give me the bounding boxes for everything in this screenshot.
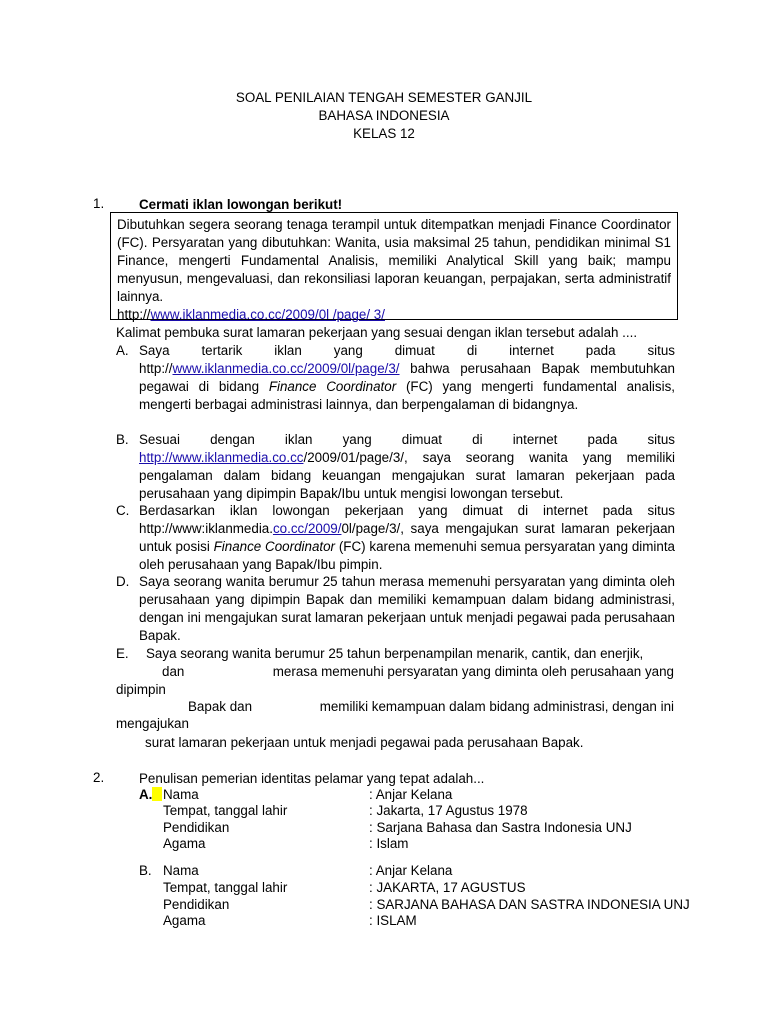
option-c-part1: Berdasarkan iklan lowongan pekerjaan yang dimuat di internet pada situs http://www:iklanmedia. — [139, 503, 675, 536]
job-ad-url-link[interactable]: www.iklanmedia.co.cc/2009/0l /page/ 3/ — [150, 307, 385, 322]
job-ad-box — [110, 212, 678, 320]
q2-a-row-agama — [0, 835, 768, 853]
exam-title: SOAL PENILAIAN TENGAH SEMESTER GANJIL — [235, 90, 533, 105]
q2-b-value-agama: : ISLAM — [369, 913, 417, 928]
option-e-line4a: Bapak dan — [188, 699, 253, 714]
option-b-link[interactable]: http://www.iklanmedia.co.cc — [139, 450, 304, 465]
q2-option-a-label-text: A. — [139, 787, 153, 802]
option-a-link[interactable]: www.iklanmedia.co.cc/2009/0l/page/3/ — [172, 361, 400, 376]
option-d-label: D. — [116, 574, 130, 589]
q2-b-row-agama — [0, 912, 768, 930]
option-b-text — [139, 431, 675, 503]
q2-b-value-nama: : Anjar Kelana — [369, 863, 453, 878]
q2-option-b-label: B. — [139, 863, 152, 878]
question-1-text: Kalimat pembuka surat lamaran pekerjaan yang sesuai dengan iklan tersebut adalah .... — [116, 325, 638, 340]
q2-b-value-ttl: : JAKARTA, 17 AGUSTUS — [369, 880, 526, 895]
option-e-line3: dipimpin — [116, 682, 166, 697]
option-d-text: Saya seorang wanita berumur 25 tahun merasa memenuhi persyaratan yang diminta oleh perusahaan yang dipimpin Bapak dan memiliki kemampuan dalam bidang administrasi, dengan ini mengajukan surat lamaran pekerjaan untuk menjadi pegawai pada perusahaan Bapak. — [139, 574, 675, 643]
option-b-label: B. — [116, 432, 129, 447]
q2-a-row-ttl — [0, 802, 768, 820]
option-e-line2b: merasa memenuhi persyaratan yang diminta oleh perusahaan yang — [272, 664, 674, 679]
q2-b-field-agama: Agama — [163, 913, 206, 928]
q2-b-row-nama — [0, 862, 768, 880]
option-e-line1: Saya seorang wanita berumur 25 tahun berpenampilan menarik, cantik, dan enerjik, — [146, 646, 644, 661]
option-a-part2: bahwa perusahaan Bapak membutuhkan pegawai di bidang — [139, 361, 675, 394]
option-a-italic: Finance Coordinator — [268, 379, 397, 394]
class-title: KELAS 12 — [353, 126, 415, 141]
question-1-number: 1. — [93, 196, 105, 211]
question-2-text: Penulisan pemerian identitas pelamar yang tepat adalah... — [139, 771, 485, 786]
subject-title: BAHASA INDONESIA — [318, 108, 450, 123]
option-b-part2: /2009/01/page/3/, saya seorang wanita yang memiliki pengalaman dalam bidang keuangan mengajukan surat lamaran pekerjaan pada perusahaan yang dipimpin Bapak/Ibu untuk mengisi lowongan tersebut. — [139, 450, 675, 501]
option-c-label: C. — [116, 503, 130, 518]
q2-a-value-nama: : Anjar Kelana — [369, 787, 453, 802]
option-a-label: A. — [116, 343, 129, 358]
job-ad-text: Dibutuhkan segera seorang tenaga terampil untuk ditempatkan menjadi Finance Coordinator (FC). Persyaratan yang dibutuhkan: Wanita, usia maksimal 25 tahun, pendidikan minimal S1 Finance, mengerti Fundamental Analisis, memiliki Analytical Skill yang baik; mampu menyusun, mengevaluasi, dan rekonsiliasi laporan keuangan, perpajakan, serta administratif lainnya. — [117, 217, 671, 304]
option-c-link[interactable]: co.cc/2009/ — [272, 521, 342, 536]
option-e-line5: mengajukan — [116, 716, 189, 731]
q2-a-value-pendidikan: : Sarjana Bahasa dan Sastra Indonesia UNJ — [369, 820, 632, 835]
q2-a-field-pendidikan: Pendidikan — [163, 820, 230, 835]
q2-a-field-ttl: Tempat, tanggal lahir — [163, 803, 288, 818]
q2-b-field-ttl: Tempat, tanggal lahir — [163, 880, 288, 895]
q2-b-row-ttl — [0, 879, 768, 897]
option-e-line2a: dan — [162, 664, 185, 679]
q2-a-field-nama: Nama — [163, 787, 199, 802]
job-ad-url-prefix: http:// — [117, 307, 151, 322]
option-e-label: E. — [116, 646, 129, 661]
option-e-line4b: memiliki kemampuan dalam bidang administrasi, dengan ini — [319, 699, 674, 714]
q2-a-value-agama: : Islam — [369, 836, 409, 851]
option-a-text — [139, 342, 675, 414]
option-c-part3: (FC) karena memenuhi semua persyaratan yang diminta oleh perusahaan yang Bapak/Ibu pimpin. — [139, 539, 676, 572]
q2-a-field-agama: Agama — [163, 836, 206, 851]
question-2-number: 2. — [93, 770, 105, 785]
option-c-part2: 0l/page/3/, saya mengajukan surat lamaran pekerjaan untuk posisi — [139, 521, 675, 554]
option-c-italic: Finance Coordinator — [213, 539, 336, 554]
option-b-part1: Sesuai dengan iklan yang dimuat di internet pada situs — [139, 432, 675, 447]
option-e-line6: surat lamaran pekerjaan untuk menjadi pegawai pada perusahaan Bapak. — [145, 735, 584, 750]
q2-b-field-pendidikan: Pendidikan — [163, 897, 230, 912]
q2-b-field-nama: Nama — [163, 863, 199, 878]
option-a-part3: (FC) yang mengerti fundamental analisis, mengerti berbagai administrasi lainnya, dan berpengalaman di bidangnya. — [139, 379, 675, 412]
q2-a-value-ttl: : Jakarta, 17 Agustus 1978 — [369, 803, 528, 818]
option-c-text — [139, 502, 675, 574]
option-a-part1: Saya tertarik iklan yang dimuat di internet pada situs http:// — [139, 343, 675, 376]
question-1-prompt: Cermati iklan lowongan berikut! — [139, 197, 343, 212]
q2-b-value-pendidikan: : SARJANA BAHASA DAN SASTRA INDONESIA UNJ — [369, 897, 690, 912]
